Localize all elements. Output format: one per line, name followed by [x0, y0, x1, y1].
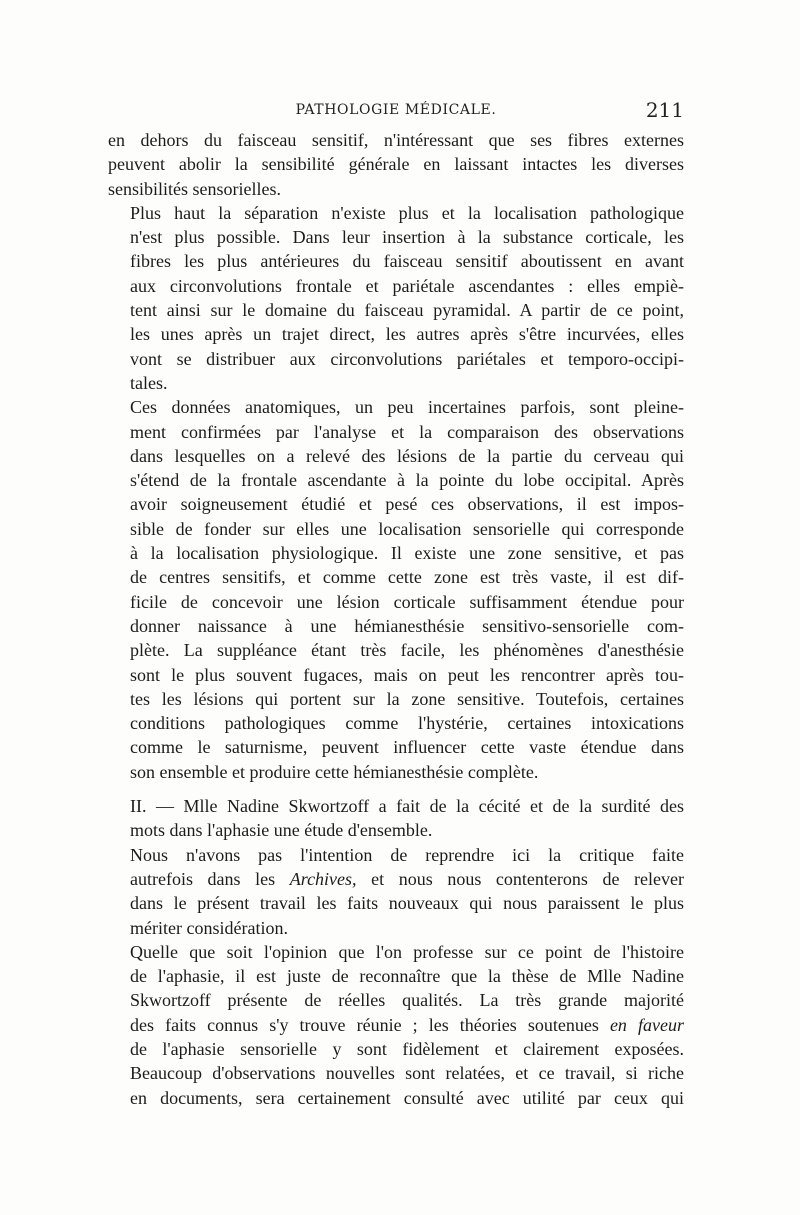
text-line: en dehors du faisceau sensitif, n'intéressant que ses fibres externes — [108, 130, 684, 150]
text-line: peuvent abolir la sensibilité générale en laissant intactes les diverses — [108, 154, 684, 175]
text-line: plète. La suppléance étant très facile, les phénomènes d'anesthésie — [130, 640, 684, 661]
paragraph-3 — [108, 395, 684, 784]
text-line: son ensemble et produire cette hémianesthésie complète. — [130, 761, 539, 782]
text-line: Plus haut la séparation n'existe plus et la localisation pathologique — [130, 202, 684, 223]
text-line: de l'aphasie sensorielle y sont fidèlement et clairement exposées. — [130, 1038, 684, 1059]
text-line: tales. — [130, 372, 168, 393]
text-line: dans lesquelles on a relevé des lésions de la partie du cerveau qui — [130, 445, 684, 466]
text-line: sont le plus souvent fugaces, mais on peut les rencontrer après tou- — [130, 664, 684, 685]
text-line: ficile de concevoir une lésion corticale suffisamment étendue pour — [130, 591, 684, 612]
text-line: n'est plus possible. Dans leur insertion à la substance corticale, les — [130, 227, 684, 248]
paragraph-5 — [108, 843, 684, 940]
text-line: aux circonvolutions frontale et pariétale ascendantes : elles empiè- — [130, 275, 684, 296]
paragraph-6 — [108, 940, 684, 1110]
paragraph-2 — [108, 201, 684, 395]
text-line: les unes après un trajet direct, les autres après s'être incurvées, elles — [130, 324, 684, 345]
text-line: de centres sensitifs, et comme cette zone est très vaste, il est dif- — [130, 567, 684, 588]
text-line: tent ainsi sur le domaine du faisceau pyramidal. A partir de ce point, — [130, 300, 684, 321]
paragraph-1 — [108, 128, 684, 201]
text-line: avoir soigneusement étudié et pesé ces observations, il est impos- — [130, 494, 684, 515]
text-line-with-italic — [108, 867, 684, 891]
text-line: vont se distribuer aux circonvolutions pariétales et temporo-occipi- — [130, 348, 684, 369]
text-segment: et nous nous contenterons de relever — [371, 868, 684, 889]
text-segment: autrefois dans les — [130, 868, 276, 889]
text-line: donner naissance à une hémianesthésie sensitivo-sensorielle com- — [130, 615, 684, 636]
text-line: sensibilités sensorielles. — [108, 178, 281, 199]
text-line: comme le saturnisme, peuvent influencer cette vaste étendue dans — [130, 737, 684, 758]
text-line: sible de fonder sur elles une localisation sensorielle qui corresponde — [130, 518, 684, 539]
text-segment: des faits connus s'y trouve réunie ; les théories soutenues — [130, 1014, 599, 1035]
italic-title-archives: Archives, — [289, 868, 357, 889]
text-line: II. — Mlle Nadine Skwortzoff a fait de la cécité et de la surdité des — [130, 796, 684, 817]
text-line: Quelle que soit l'opinion que l'on professe sur ce point de l'histoire — [130, 941, 684, 962]
body-text — [108, 128, 684, 1110]
text-line: ment confirmées par l'analyse et la comparaison des observations — [130, 421, 684, 442]
italic-phrase-en-faveur: en faveur — [609, 1014, 684, 1035]
text-line: Nous n'avons pas l'intention de reprendre ici la critique faite — [130, 844, 684, 865]
text-line: Skwortzoff présente de réelles qualités. La très grande majorité — [130, 990, 684, 1011]
text-line-with-italic — [108, 1013, 684, 1037]
text-line: à la localisation physiologique. Il existe une zone sensitive, et pas — [130, 543, 684, 564]
text-line: conditions pathologiques comme l'hystérie, certaines intoxications — [130, 713, 684, 734]
text-line: mériter considération. — [130, 917, 288, 938]
text-line: fibres les plus antérieures du faisceau sensitif aboutissent en avant — [130, 251, 684, 272]
text-line: en documents, sera certainement consulté avec utilité par ceux qui — [130, 1087, 684, 1108]
text-line: tes les lésions qui portent sur la zone sensitive. Toutefois, certaines — [130, 688, 684, 709]
text-line: Beaucoup d'observations nouvelles sont relatées, et ce travail, si riche — [130, 1063, 684, 1084]
text-line: s'étend de la frontale ascendante à la pointe du lobe occipital. Après — [130, 470, 684, 491]
text-line: dans le présent travail les faits nouveaux qui nous paraissent le plus — [130, 893, 684, 914]
running-head: PATHOLOGIE MÉDICALE. — [295, 102, 497, 118]
text-line: mots dans l'aphasie une étude d'ensemble. — [130, 820, 433, 841]
paragraph-4-section-ii — [108, 794, 684, 843]
page-number: 211 — [645, 98, 684, 122]
text-line: Ces données anatomiques, un peu incertaines parfois, sont pleine- — [130, 397, 684, 418]
text-line: de l'aphasie, il est juste de reconnaître que la thèse de Mlle Nadine — [130, 966, 684, 987]
page-header — [108, 98, 684, 124]
